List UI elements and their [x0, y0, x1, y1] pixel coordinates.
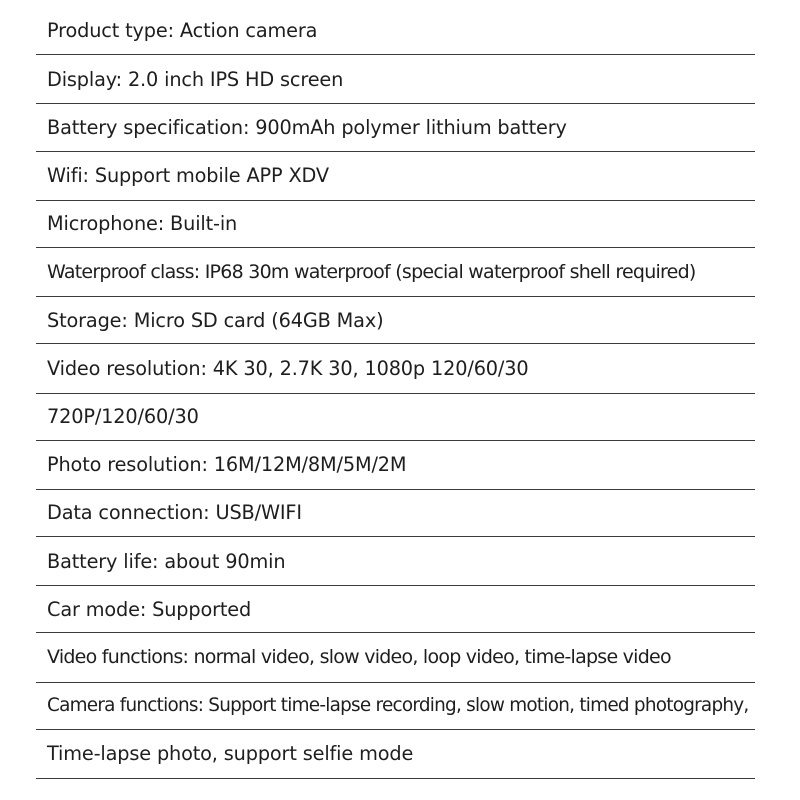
spec-list: [36, 8, 755, 779]
spec-row-video-resolution-720p: [36, 394, 755, 441]
spec-text: Time-lapse photo, support selfie mode: [47, 742, 414, 766]
spec-text: Battery specification: 900mAh polymer lithium battery: [47, 115, 567, 139]
spec-text: Video functions: normal video, slow video, loop video, time-lapse video: [47, 646, 671, 669]
spec-text: Video resolution: 4K 30, 2.7K 30, 1080p 120/60/30: [47, 356, 529, 380]
spec-row-video-resolution: [36, 344, 755, 393]
spec-text: Camera functions: Support time-lapse recording, slow motion, timed photography,: [47, 694, 749, 716]
spec-row-car-mode: [36, 586, 755, 633]
spec-row-display: [36, 55, 755, 104]
spec-text: Wifi: Support mobile APP XDV: [47, 164, 329, 187]
spec-text: 720P/120/60/30: [47, 404, 199, 428]
spec-row-photo-resolution: [36, 441, 755, 490]
spec-text: Car mode: Supported: [47, 597, 252, 621]
spec-row-battery-life: [36, 537, 755, 586]
spec-row-product-type: [36, 8, 755, 55]
spec-text: Product type: Action camera: [47, 19, 318, 43]
spec-text: Storage: Micro SD card (64GB Max): [47, 308, 384, 332]
spec-text: Photo resolution: 16M/12M/8M/5M/2M: [47, 453, 407, 477]
spec-row-battery-specification: [36, 104, 755, 151]
spec-text: Battery life: about 90min: [47, 549, 286, 573]
spec-row-wifi: [36, 152, 755, 201]
spec-row-camera-functions-continued: [36, 730, 755, 779]
spec-text: Waterproof class: IP68 30m waterproof (special waterproof shell required): [47, 260, 696, 283]
spec-row-waterproof-class: [36, 248, 755, 297]
spec-row-storage: [36, 297, 755, 344]
spec-text: Display: 2.0 inch IPS HD screen: [47, 67, 344, 91]
spec-row-data-connection: [36, 490, 755, 537]
spec-row-video-functions: [36, 633, 755, 682]
spec-text: Data connection: USB/WIFI: [47, 501, 302, 525]
spec-text: Microphone: Built-in: [47, 212, 238, 236]
spec-row-camera-functions: [36, 683, 755, 730]
spec-row-microphone: [36, 201, 755, 248]
